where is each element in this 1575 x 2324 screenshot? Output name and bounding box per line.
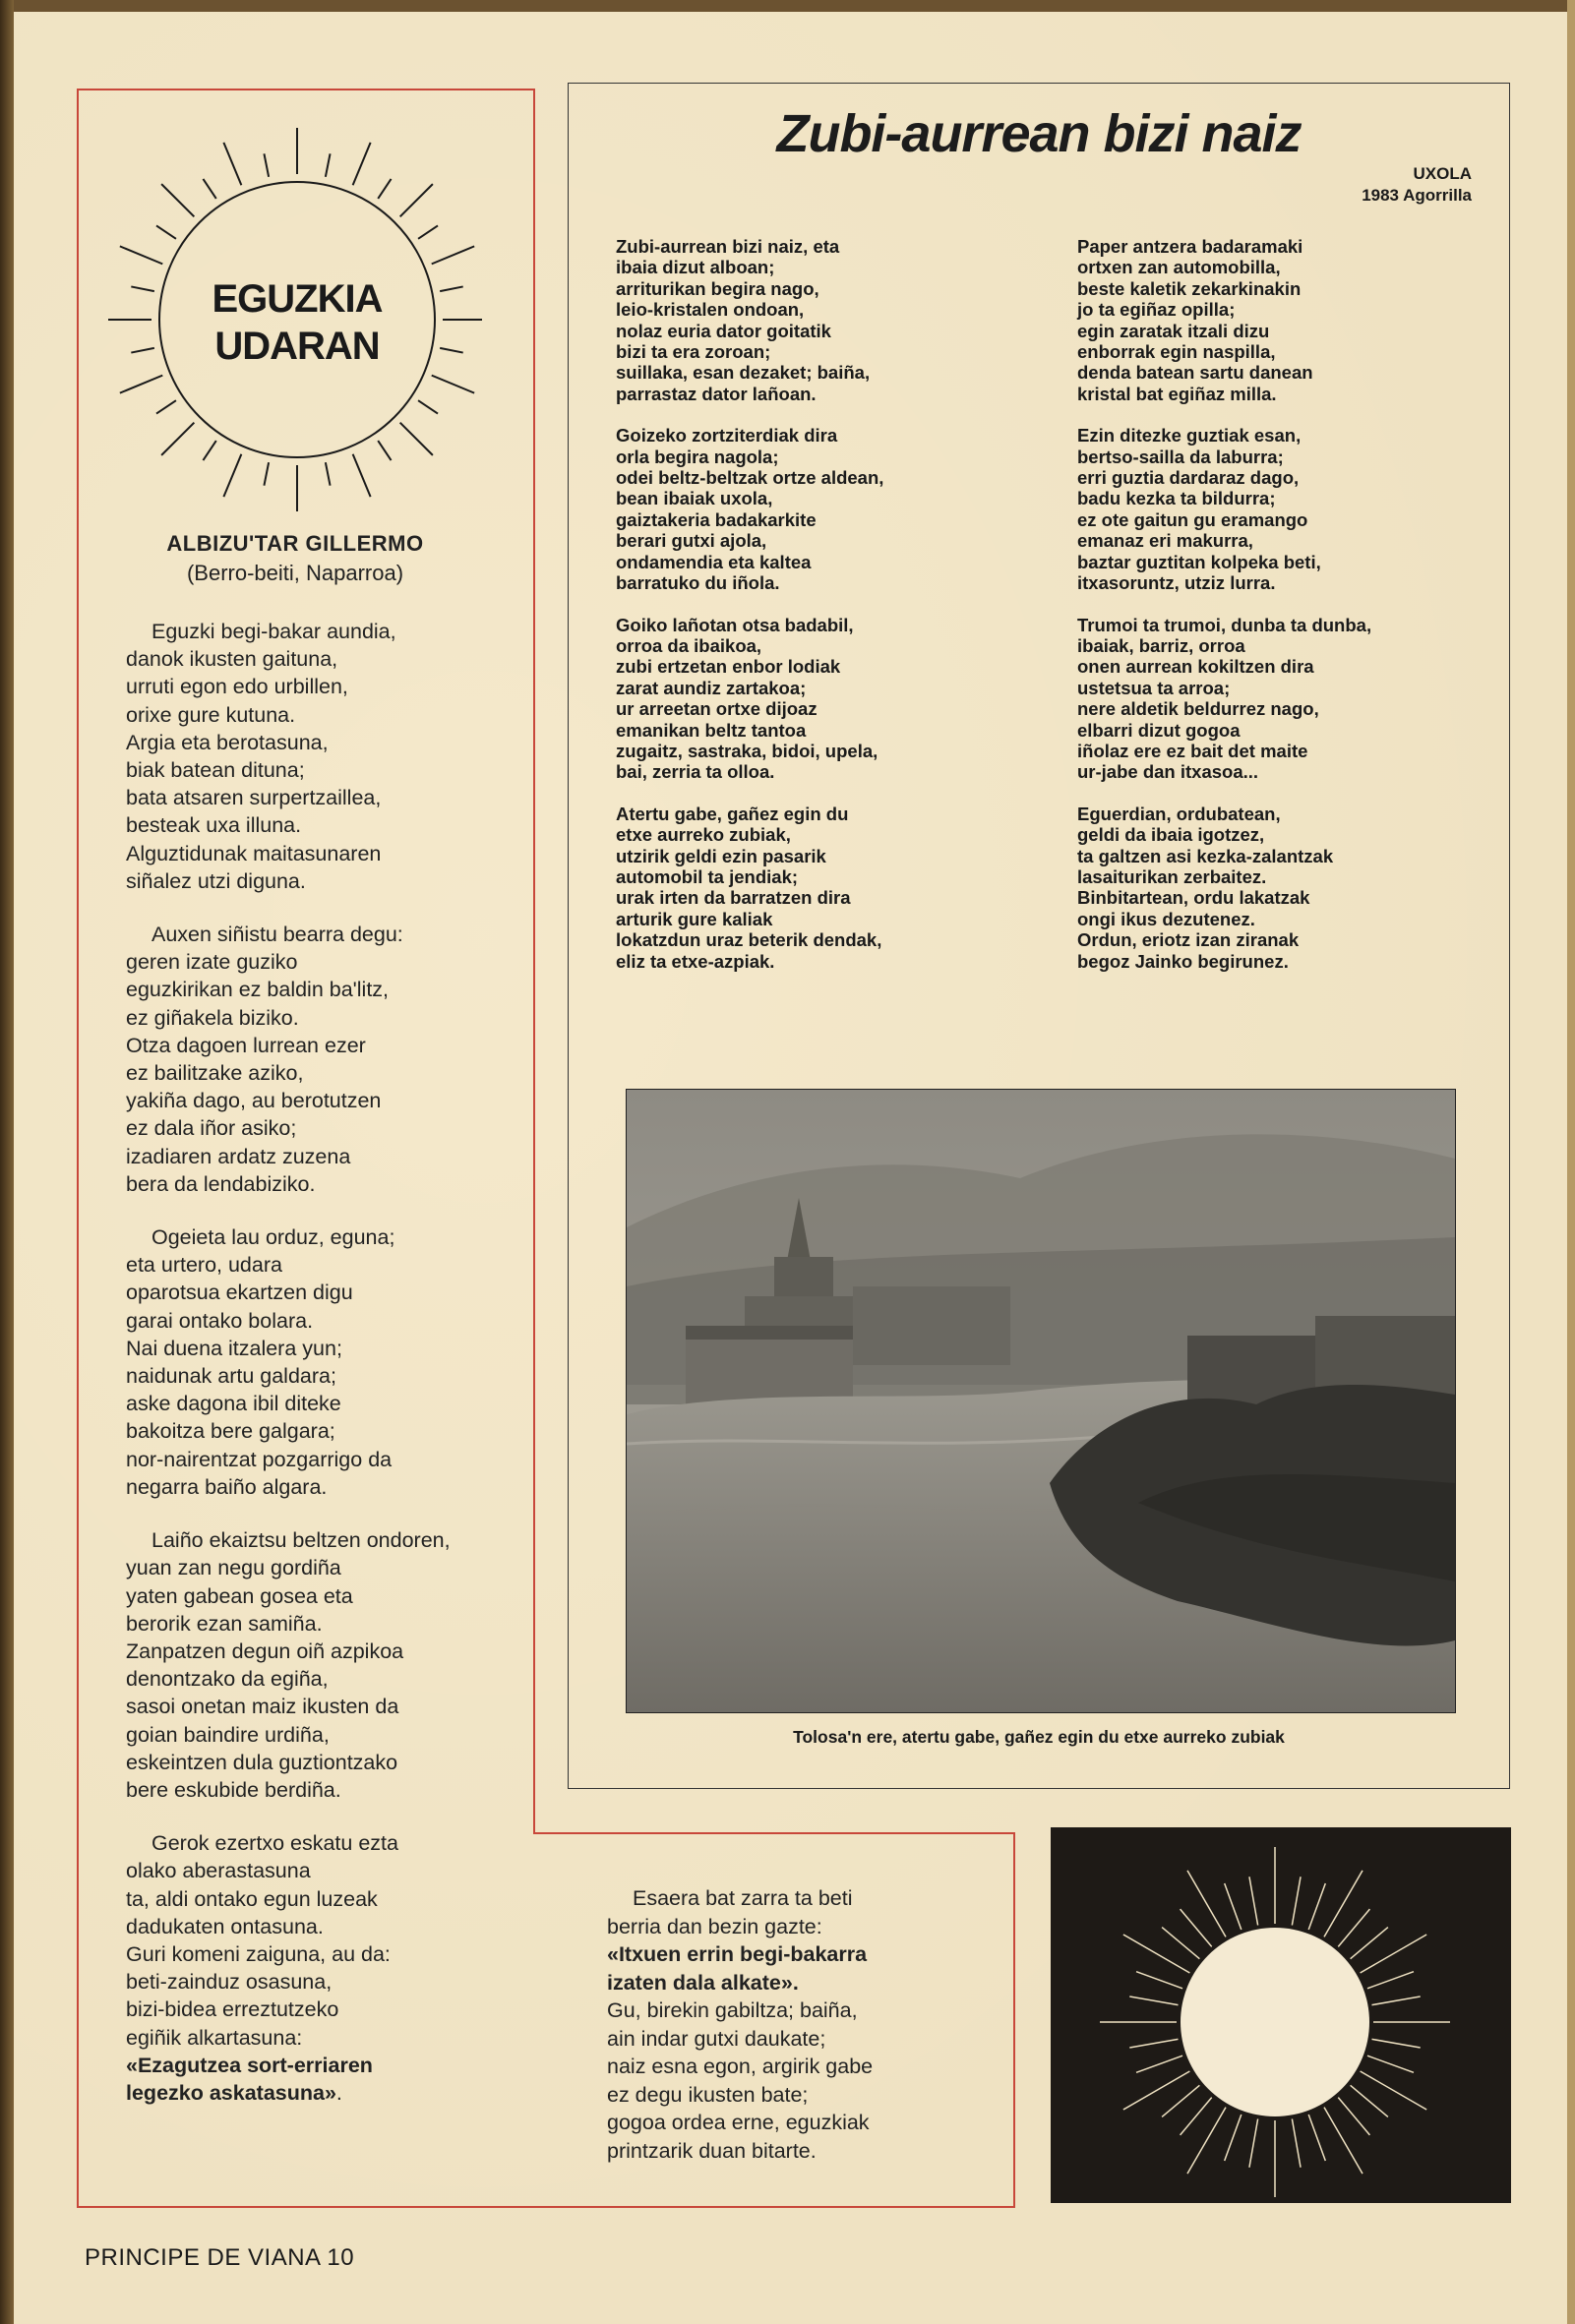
poem-line: garai ontako bolara. [126,1308,314,1333]
poem-line: Eguzki begi-bakar aundia, [151,620,396,643]
poem-line: emanikan beltz tantoa [616,719,807,741]
sun-ray [432,246,474,264]
badge-title-line2: UDARAN [214,325,380,368]
poem-line: bakoitza bere galgara; [126,1419,335,1444]
poem-line: kristal bat egiñaz milla. [1077,383,1277,404]
poem-stanza [616,425,1049,593]
poem-line: Gerok ezertxo eskatu ezta [151,1831,398,1856]
sun-ray [264,153,269,177]
poem-line: emanaz eri makurra, [1077,530,1253,552]
poem-stanza [1077,425,1490,593]
poem-line: begoz Jainko begirunez. [1077,950,1289,972]
sun-burst-ray [1361,1935,1427,1973]
poem-line: bere eskubide berdiña. [126,1777,341,1802]
closing-poem-line: izaten dala alkate». [607,1970,799,1995]
poem-line: ta, aldi ontako egun luzeak [126,1886,378,1911]
poem-line: sasoi onetan maiz ikusten da [126,1695,399,1719]
closing-poem-line: naiz esna egon, argirik gabe [607,2055,874,2078]
poem-line: Binbitartean, ordu lakatzak [1077,887,1310,909]
photo-caption: Tolosa'n ere, atertu gabe, gañez egin du etxe aurreko zubiak [793,1727,1285,1747]
poem-line: legezko askatasuna». [126,2080,342,2105]
poem-line: ibaia dizut alboan; [616,257,775,278]
poem-line: enborrak egin naspilla, [1077,341,1276,363]
poem-line: ez ote gaitun gu eramango [1077,508,1308,530]
poem-line: geldi da ibaia igotzez, [1077,824,1265,846]
poem-stanza [126,618,539,895]
poem-line: naidunak artu galdara; [126,1364,336,1389]
author-place: (Berro-beiti, Naparroa) [186,561,404,585]
sun-burst-ray [1338,1909,1369,1946]
poem-line: bizi-bidea erreztutzeko [126,1997,339,2022]
poem-stanza [616,804,1049,972]
poem-stanza [126,1223,539,1501]
signature-name: UXOLA [1413,164,1472,183]
sun-ray [156,225,176,238]
frame-bottom-rule [77,2206,1015,2208]
poem-line: geren izate guziko [126,950,298,975]
poem-stanza [1077,236,1490,404]
poem-stanza [616,615,1049,783]
sun-burst-ray [1123,2071,1190,2110]
poem-line: danok ikusten gaituna, [126,647,338,672]
article-title: Zubi-aurrean bizi naiz [776,104,1302,163]
poem-line: egin zaratak itzali dizu [1077,320,1270,341]
sun-ray [326,153,331,177]
poem-line: bata atsaren surpertzaillea, [126,786,382,810]
closing-poem-line: printzarik duan bitarte. [607,2138,817,2163]
sun-ray [223,143,241,185]
poem-line: Ogeieta lau orduz, eguna; [151,1225,395,1250]
poem-line: Nai duena itzalera yun; [126,1336,342,1360]
poem-stanza [616,236,1049,404]
sun-ray [156,400,176,413]
poem-line: Goiko lañotan otsa badabil, [616,614,854,635]
author-name: ALBIZU'TAR GILLERMO [166,531,424,556]
flood-photo-image [627,1090,1455,1712]
poem-line: aske dagona ibil diteke [126,1392,341,1416]
poem-line: eta urtero, udara [126,1253,282,1278]
closing-poem-line: ez degu ikusten bate; [607,2082,809,2107]
sun-burst-ray [1338,2098,1369,2135]
poem-line: odei beltz-beltzak ortze aldean, [616,467,884,489]
closing-poem-line: ain indar gutxi daukate; [607,2026,826,2051]
poem-line: urruti egon edo urbillen, [126,675,348,699]
sun-ray [418,225,438,238]
closing-poem-line: Gu, birekin gabiltza; baiña, [607,1998,858,2022]
sun-burst-ray [1225,2115,1242,2161]
sun-ray [131,286,154,291]
sun-burst-ray [1308,2115,1325,2161]
poem-line: berari gutxi ajola, [616,530,767,552]
poem-line: erri guztia dardaraz dago, [1077,467,1300,489]
sun-burst-ray [1136,1972,1182,1989]
signature-date: 1983 Agorrilla [1362,186,1472,205]
sun-ray [131,348,154,353]
frame-step-rule [533,1832,1015,1834]
badge-title-line1: EGUZKIA [212,277,383,321]
poem-line: itxasoruntz, utziz lurra. [1077,572,1276,594]
poem-line: iñolaz ere ez bait det maite [1077,740,1308,761]
closing-poem-line: gogoa ordea erne, eguzkiak [607,2111,870,2134]
poem-line: Trumoi ta trumoi, dunba ta dunba, [1077,614,1372,635]
sun-illustration-panel [1051,1827,1511,2203]
poem-line: nor-nairentzat pozgarrigo da [126,1447,393,1471]
poem-line: Zanpatzen degun oiñ azpikoa [126,1639,404,1663]
poem-line: oparotsua ekartzen digu [126,1281,353,1305]
poem-line: orixe gure kutuna. [126,702,296,727]
poem-line: gaiztakeria badakarkite [616,508,817,530]
poem-line: zugaitz, sastraka, bidoi, upela, [616,740,878,761]
poem-line: biak batean dituna; [126,758,305,783]
poem-line: eguzkirikan ez baldin ba'litz, [126,978,390,1002]
poem-line: goian baindire urdiña, [126,1722,330,1747]
sun-burst-ray [1324,1871,1363,1937]
closing-poem-line: berria dan bezin gazte: [607,1914,822,1938]
poem-stanza [126,921,539,1198]
sun-burst-ray [1136,2056,1182,2072]
poem-line: ur arreetan ortxe dijoaz [616,698,818,720]
sun-burst-ray [1181,1909,1212,1946]
poem-line: Eguerdian, ordubatean, [1077,803,1281,824]
poem-line: siñalez utzi diguna. [126,868,306,893]
left-poem [126,618,539,2132]
poem-line: bera da lendabiziko. [126,1171,316,1196]
poem-line: arriturikan begira nago, [616,277,819,299]
poem-line: beti-zainduz osasuna, [126,1970,333,1995]
poem-line: orla begira nagola; [616,446,779,467]
poem-line: Otza dagoen lurrean ezer [126,1033,366,1057]
sun-burst-ray [1367,1972,1414,1989]
sun-ray [378,441,391,460]
poem-line: automobil ta jendiak; [616,865,799,887]
poem-line: olako aberastasuna [126,1859,311,1883]
poem-line: denda batean sartu danean [1077,362,1313,384]
sun-ray [203,179,215,199]
poem-stanza [1077,804,1490,972]
poem-line: onen aurrean kokiltzen dira [1077,656,1314,678]
poem-line: Laiño ekaiztsu beltzen ondoren, [151,1528,451,1553]
poem-line: izadiaren ardatz zuzena [126,1144,351,1168]
poem-line: Argia eta berotasuna, [126,730,329,754]
poem-line-bold-part: legezko askatasuna» [126,2080,336,2105]
sun-burst-icon [1051,1827,1511,2203]
closing-poem-line: «Itxuen errin begi-bakarra [607,1942,868,1966]
sun-ray [418,400,438,413]
sun-burst-ray [1129,1996,1178,2005]
poem-line: lasaiturikan zerbaitez. [1077,865,1267,887]
poem-line: bean ibaiak uxola, [616,488,773,509]
poem-stanza [126,1829,539,2107]
sun-burst-ray [1162,2085,1199,2116]
sun-burst-ray [1225,1883,1242,1930]
poem-line: nolaz euria dator goitatik [616,320,831,341]
sun-ray [432,376,474,393]
sun-burst-ray [1181,2098,1212,2135]
poem-line: ez dala iñor asiko; [126,1116,297,1141]
poem-line: «Ezagutzea sort-erriaren [126,2053,373,2077]
sun-ray [264,462,269,486]
sun-ray [400,184,433,216]
sun-burst-ray [1308,1883,1325,1930]
sun-burst-ray [1324,2108,1363,2175]
sun-ray [120,376,162,393]
poem-line: ta galtzen asi kezka-zalantzak [1077,845,1334,866]
sun-burst-ray [1187,2108,1226,2175]
poem-line: denontzako da egiña, [126,1667,329,1692]
poem-line: nere aldetik beldurrez nago, [1077,698,1319,720]
poem-line: elbarri dizut gogoa [1077,719,1241,741]
poem-line: Ordun, eriotz izan ziranak [1077,929,1300,951]
sun-ray [223,454,241,497]
closing-poem [607,1884,1020,2165]
poem-column-right [1077,236,1490,992]
poem-stanza [126,1526,539,1804]
page-right-edge [1567,0,1575,2324]
poem-line: jo ta egiñaz opilla; [1077,299,1236,321]
sun-burst-ray [1162,1928,1199,1959]
poem-line: baztar guztitan kolpeka beti, [1077,551,1321,572]
sun-burst-ray [1351,1928,1388,1959]
sun-badge [108,113,482,526]
poem-line: yaten gabean gosea eta [126,1583,353,1608]
poem-line: eskeintzen dula guztiontzako [126,1750,398,1774]
poem-line: suillaka, esan dezaket; baiña, [616,362,871,384]
sun-ray [161,423,194,455]
poem-line: egiñik alkartasuna: [126,2025,303,2050]
poem-line: ongi ikus dezutenez. [1077,908,1255,929]
page-binding-edge [0,0,14,2324]
sun-ray [120,246,162,264]
sun-burst-ray [1367,2056,1414,2072]
poem-line: etxe aurreko zubiak, [616,824,791,846]
poem-line: zarat aundiz zartakoa; [616,677,807,698]
poem-line: lokatzdun uraz beterik dendak, [616,929,882,951]
sun-burst-ray [1249,2118,1258,2167]
poem-line: ur-jabe dan itxasoa... [1077,761,1259,783]
poem-line: orroa da ibaikoa, [616,634,762,656]
poem-line: parrastaz dator lañoan. [616,383,817,404]
poem-stanza [1077,615,1490,783]
sun-ray [400,423,433,455]
poem-line: bizi ta era zoroan; [616,341,771,363]
sun-burst-ray [1361,2071,1427,2110]
poem-column-left [616,236,1049,992]
poem-line: Goizeko zortziterdiak dira [616,425,838,447]
poem-line: zubi ertzetan enbor lodiak [616,656,841,678]
poem-line: bertso-sailla da laburra; [1077,446,1284,467]
poem-line: yakiña dago, au berotutzen [126,1089,382,1113]
sun-burst-ray [1351,2085,1388,2116]
poem-line: Guri komeni zaiguna, au da: [126,1941,391,1966]
sun-ray [326,462,331,486]
sun-ray [203,441,215,460]
poem-line: eliz ta etxe-azpiak. [616,950,775,972]
sun-ray [440,348,463,353]
poem-line: ibaiak, barriz, orroa [1077,634,1245,656]
poem-line: Ezin ditezke guztiak esan, [1077,425,1302,447]
poem-line: bai, zerria ta olloa. [616,761,775,783]
sun-burst-ray [1292,2118,1301,2167]
sun-ray [440,286,463,291]
sun-burst-ray [1187,1871,1226,1937]
sun-burst-ray [1249,1877,1258,1925]
closing-poem-line: Esaera bat zarra ta beti [633,1886,853,1910]
sun-ray [161,184,194,216]
sun-ray [378,179,391,199]
poem-line: utzirik geldi ezin pasarik [616,845,826,866]
poem-line: urak irten da barratzen dira [616,887,851,909]
poem-line: ustetsua ta arroa; [1077,677,1231,698]
poem-line: Atertu gabe, gañez egin du [616,803,849,824]
poem-line: beste kaletik zekarkinakin [1077,277,1302,299]
poem-line: ondamendia eta kaltea [616,551,812,572]
sun-ray [353,454,371,497]
poem-line: dadukaten ontasuna. [126,1914,324,1938]
sun-burst-ray [1123,1935,1190,1973]
sun-burst-ray [1292,1877,1301,1925]
poem-line: ortxen zan automobilla, [1077,257,1281,278]
flood-photo [626,1089,1456,1713]
poem-line: besteak uxa illuna. [126,813,302,838]
poem-line: ez giñakela biziko. [126,1005,299,1030]
poem-line: Auxen siñistu bearra degu: [151,923,403,947]
poem-line: berorik ezan samiña. [126,1611,323,1636]
sun-ray [353,143,371,185]
poem-line: ez bailitzake aziko, [126,1061,304,1086]
poem-line: Alguztidunak maitasunaren [126,841,382,865]
poem-line: badu kezka ta bildurra; [1077,488,1276,509]
poem-line: negarra baiño algara. [126,1474,328,1499]
sun-burst-ray [1371,2039,1420,2048]
page-footer: PRINCIPE DE VIANA 10 [85,2244,355,2271]
poem-line: arturik gure kaliak [616,908,773,929]
poem-line: Paper antzera badaramaki [1077,236,1303,257]
sun-burst-ray [1371,1996,1420,2005]
poem-line: yuan zan negu gordiña [126,1556,341,1580]
poem-line: Zubi-aurrean bizi naiz, eta [616,236,840,257]
sun-burst-ray [1129,2039,1178,2048]
poem-line: leio-kristalen ondoan, [616,299,805,321]
article-signature [1362,163,1472,207]
poem-line: barratuko du iñola. [616,572,780,594]
